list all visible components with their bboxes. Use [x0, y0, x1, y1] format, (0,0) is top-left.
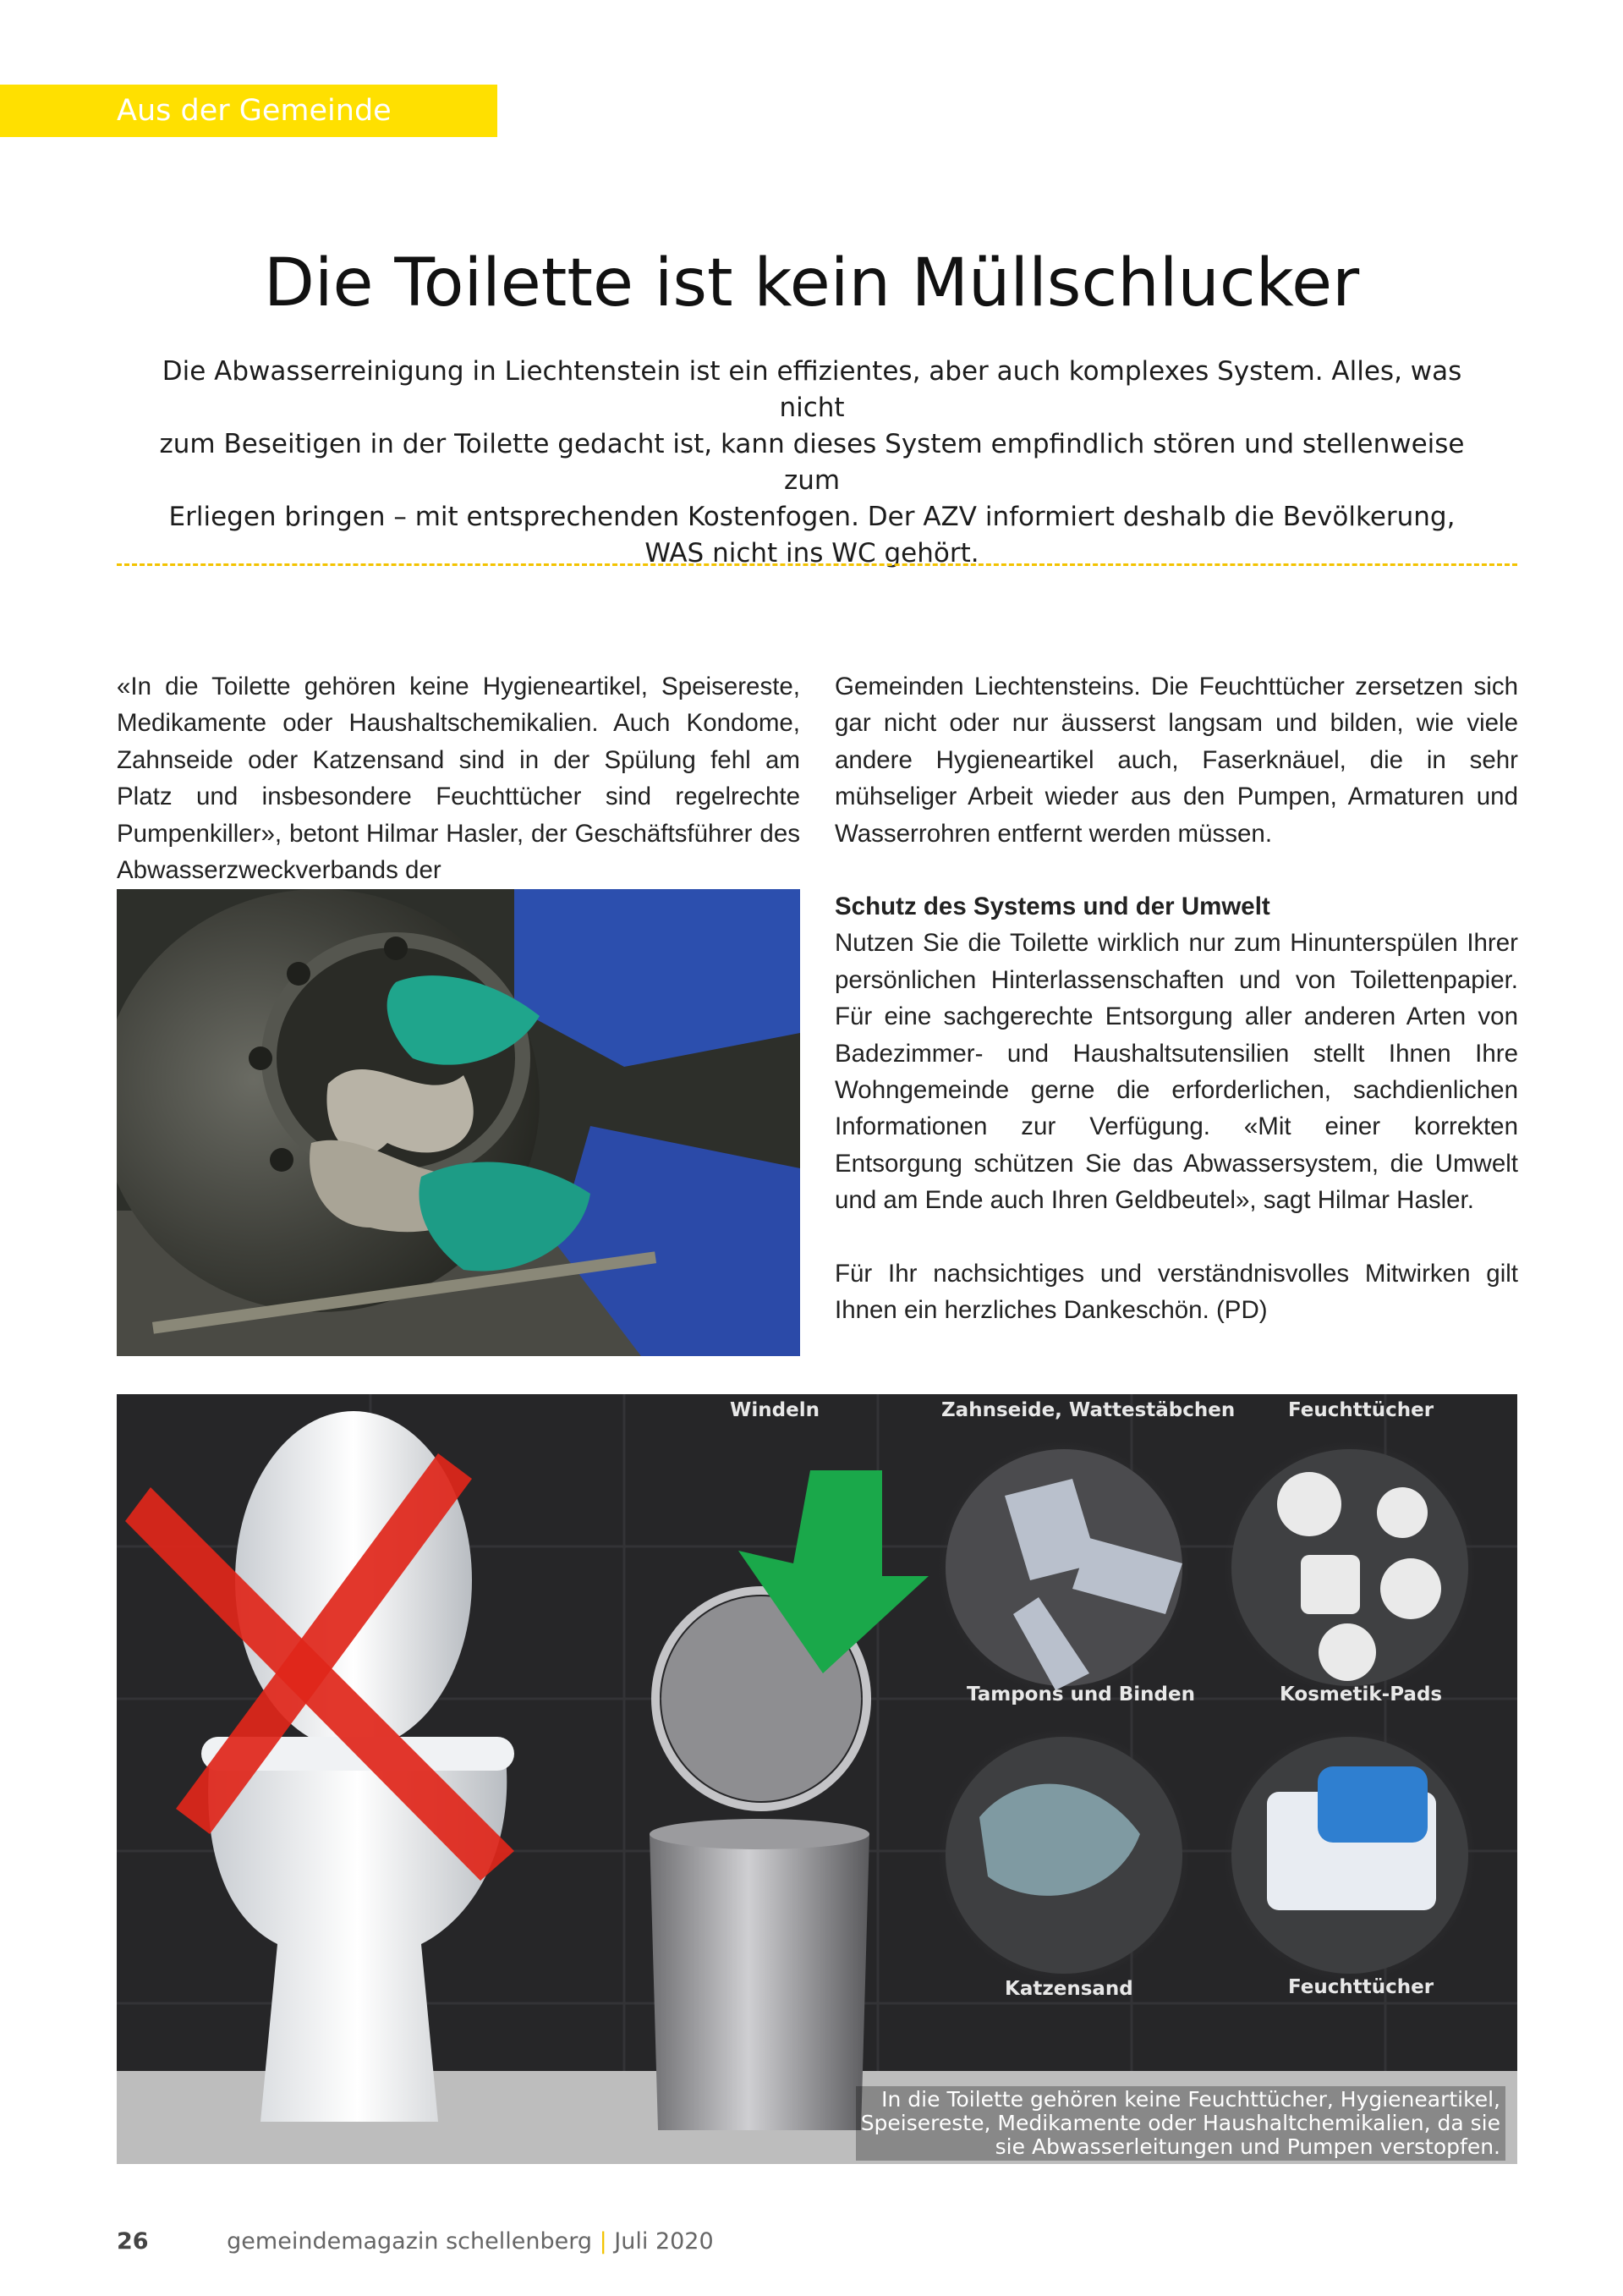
pump-cleaning-illustration	[117, 889, 800, 1356]
section-subheading: Schutz des Systems und der Umwelt	[835, 893, 1270, 921]
body-paragraph: Nutzen Sie die Toilette wirklich nur zum Hinunterspülen Ihrer persönlichen Hinterlassenschaften und von Toilettenpapier. Für eine sachgerechte Entsorgung aller anderen Arten von Badezimmer- und Haushaltsutensilien stellt Ihnen Ihre Wohngemeinde gerne die erforderlichen, sachdienlichen Informationen zur Verfügung. «Mit einer korrekten Entsorgung schützen Sie das Abwassersystem, die Umwelt und am Ende auch Ihren Geldbeutel», sagt Hilmar Hasler.	[835, 929, 1518, 1215]
dashed-divider	[117, 563, 1517, 566]
poster-caption	[856, 2086, 1505, 2161]
info-poster	[117, 1394, 1517, 2164]
body-column-left	[117, 668, 800, 888]
poster-illustration	[117, 1394, 1517, 2164]
lead-line: zum Beseitigen in der Toilette gedacht ist, kann dieses System empfindlich stören und stellenweise zum	[159, 429, 1465, 496]
publication-name: gemeindemagazin schellenberg	[227, 2228, 592, 2255]
body-paragraph: Für Ihr nachsichtiges und verständnisvolles Mitwirken gilt Ihnen ein herzliches Dankeschön. (PD)	[835, 1259, 1518, 1325]
section-tag-label: Aus der Gemeinde	[117, 94, 392, 128]
body-paragraph: «In die Toilette gehören keine Hygieneartikel, Speisereste, Medikamente oder Haushaltschemikalien. Auch Kondome, Zahnseide oder Katzensand sind in der Spülung fehl am Platz und insbesondere Feuchttücher sind regelrechte Pumpenkiller», betont Hilmar Hasler, der Geschäftsführer des Abwasserzweckverbands der	[117, 673, 800, 885]
caption-line: Speisereste, Medikamente oder Haushaltchemikalien, da sie	[860, 2111, 1500, 2135]
label-feuchttuecher-top: Feuchttücher	[1288, 1399, 1434, 1421]
footer-separator: |	[599, 2228, 607, 2255]
issue-date: Juli 2020	[614, 2228, 714, 2255]
caption-line: sie Abwasserleitungen und Pumpen verstopfen.	[995, 2134, 1500, 2159]
lead-line: Erliegen bringen – mit entsprechenden Kostenfogen. Der AZV informiert deshalb die Bevölkerung,	[168, 502, 1456, 532]
label-katzensand: Katzensand	[1005, 1978, 1133, 2000]
page-footer	[117, 2228, 714, 2255]
lead-line: Die Abwasserreinigung in Liechtenstein ist ein effizientes, aber auch komplexes System. Alles, was nicht	[162, 356, 1462, 423]
label-feuchttuecher-bottom: Feuchttücher	[1288, 1976, 1434, 1998]
caption-line: In die Toilette gehören keine Feuchttücher, Hygieneartikel,	[881, 2087, 1500, 2112]
label-tampons: Tampons und Binden	[967, 1684, 1195, 1706]
section-tag	[0, 85, 497, 137]
body-column-right	[835, 668, 1518, 1329]
pump-cleaning-photo	[117, 889, 800, 1356]
label-kosmetik: Kosmetik-Pads	[1280, 1684, 1443, 1706]
body-paragraph: Gemeinden Liechtensteins. Die Feuchttücher zersetzen sich gar nicht oder nur äusserst langsam und bilden, wie viele andere Hygieneartikel auch, Faserknäuel, die in sehr mühseliger Arbeit wieder aus den Pumpen, Armaturen und Wasserrohren entfernt werden müssen.	[835, 673, 1518, 848]
page-title: Die Toilette ist kein Müllschlucker	[263, 245, 1360, 321]
label-windeln: Windeln	[730, 1399, 820, 1421]
page-number: 26	[117, 2228, 149, 2255]
lead-paragraph	[135, 354, 1489, 572]
lead-line: WAS nicht ins WC gehört.	[644, 538, 979, 569]
label-zahnseide: Zahnseide, Wattestäbchen	[941, 1399, 1236, 1421]
